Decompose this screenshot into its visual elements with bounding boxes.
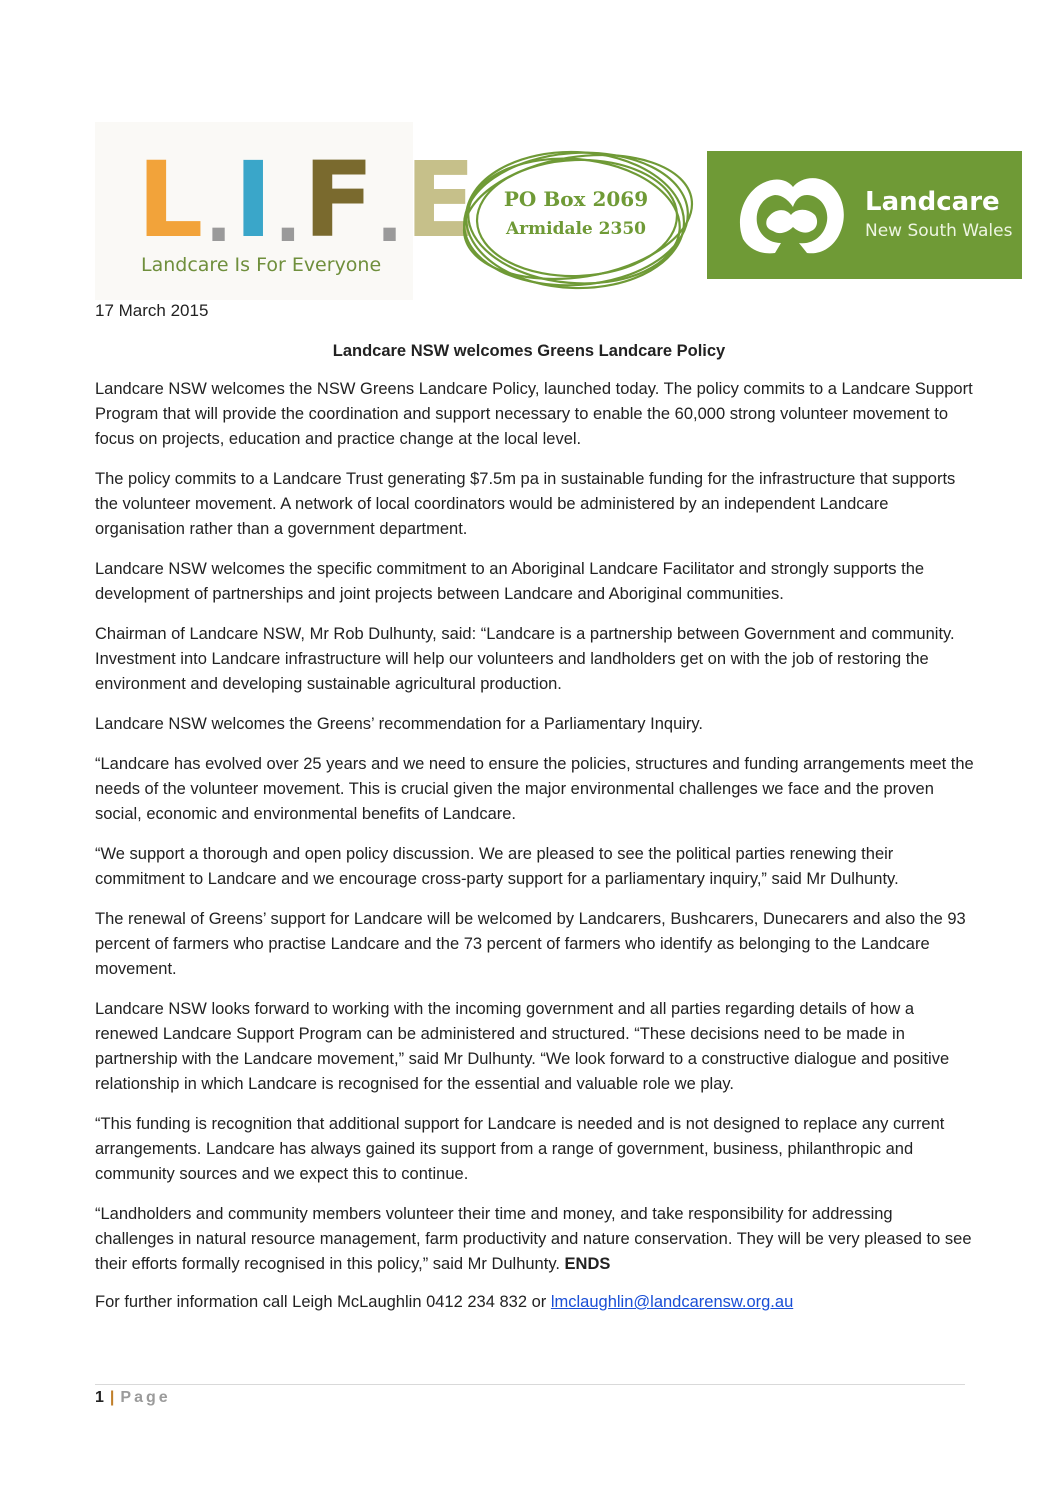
body-paragraph: The policy commits to a Landcare Trust generating $7.5m pa in sustainable funding for the infrastructure that supports the volunteer movement. A network of local coordinators would be administered by an independent Landcare organisation rather than a government department. [95,470,956,538]
body-paragraph: Landcare NSW welcomes the specific commitment to an Aboriginal Landcare Facilitator and strongly supports the development of partnerships and joint projects between Landcare and Aboriginal communities. [95,560,925,603]
body-paragraph: Chairman of Landcare NSW, Mr Rob Dulhunty, said: “Landcare is a partnership between Government and community. Investment into Landcare infrastructure will help our volunteers and landholders get on with the job of restoring the environment and developing sustainable agricultural production. [95,625,955,693]
life-logo [95,122,474,300]
landcare-logo-name: Landcare [865,187,1000,217]
body-paragraph: Landcare NSW welcomes the NSW Greens Landcare Policy, launched today. The policy commits to a Landcare Support Program that will provide the coordination and support necessary to enable the 60,000 strong volunteer movement to focus on projects, education and practice change at the local level. [95,380,973,448]
page-number: 1 [95,1389,104,1406]
body-paragraph: Landcare NSW looks forward to working with the incoming government and all parties regarding details of how a renewed Landcare Support Program can be administered and structured. “These decisions need to be made in partnership with the Landcare movement,” said Mr Dulhunty. “We look forward to a constructive dialogue and positive relationship in which Landcare is recognised for the essential and valuable role we play. [95,1000,950,1093]
body-paragraph: “This funding is recognition that additional support for Landcare is needed and is not designed to replace any current arrangements. Landcare has always gained its support from a range of government, business, philanthropic and community sources and we expect this to continue. [95,1115,945,1183]
body-paragraph: “We support a thorough and open policy discussion. We are pleased to see the political parties renewing their commitment to Landcare and we encourage cross-party support for a parliamentary inquiry,” said Mr Dulhunty. [95,845,899,888]
pobox-address-line1: PO Box 2069 [503,187,649,211]
page-label: Page [120,1389,171,1406]
body-paragraph: “Landcare has evolved over 25 years and we need to ensure the policies, structures and funding arrangements meet the needs of the volunteer movement. This is crucial given the major environmental challenges we face and the proven social, economic and environmental benefits of Landcare. [95,755,974,823]
life-letter: F [303,139,373,261]
ends-marker: ENDS [564,1255,611,1273]
document-body [95,377,975,1330]
body-paragraph: The renewal of Greens’ support for Landcare will be welcomed by Landcarers, Bushcarers, Dunecarers and also the 93 percent of farmers who practise Landcare and the 73 percent of farmers who identify as belonging to the Landcare movement. [95,910,966,978]
landcare-logo-subtitle: New South Wales [865,221,1013,241]
hands-australia-icon [733,169,851,263]
life-letter: L [137,139,202,261]
closing-paragraph [95,1202,975,1277]
page-footer [95,1389,171,1407]
body-paragraph: Landcare NSW welcomes the Greens’ recommendation for a Parliamentary Inquiry. [95,715,704,733]
document-title: Landcare NSW welcomes Greens Landcare Policy [332,342,726,360]
life-dot: . [274,176,300,258]
life-tagline: Landcare Is For Everyone [141,254,382,276]
life-dot: . [205,176,230,258]
footer-divider [95,1384,965,1385]
life-letter: I [233,139,271,261]
pobox-address-line2: Armidale 2350 [505,219,646,239]
life-dot: . [376,176,401,258]
contact-line [95,1290,975,1315]
contact-email-link[interactable]: lmclaughlin@landcarensw.org.au [550,1293,794,1311]
life-letter: E [404,139,474,261]
contact-text: For further information call Leigh McLaughlin 0412 234 832 or [95,1293,551,1311]
footer-separator: | [109,1389,115,1406]
life-logo-letters [137,139,474,261]
landcare-nsw-logo [707,151,1022,279]
pobox-stamp [456,145,696,293]
closing-paragraph-text: “Landholders and community members volunteer their time and money, and take responsibility for addressing challenges in natural resource management, farm productivity and nature conservation. They will be very pleased to see their efforts formally recognised in this policy,” said Mr Dulhunty. [95,1205,972,1273]
document-date: 17 March 2015 [95,301,209,320]
